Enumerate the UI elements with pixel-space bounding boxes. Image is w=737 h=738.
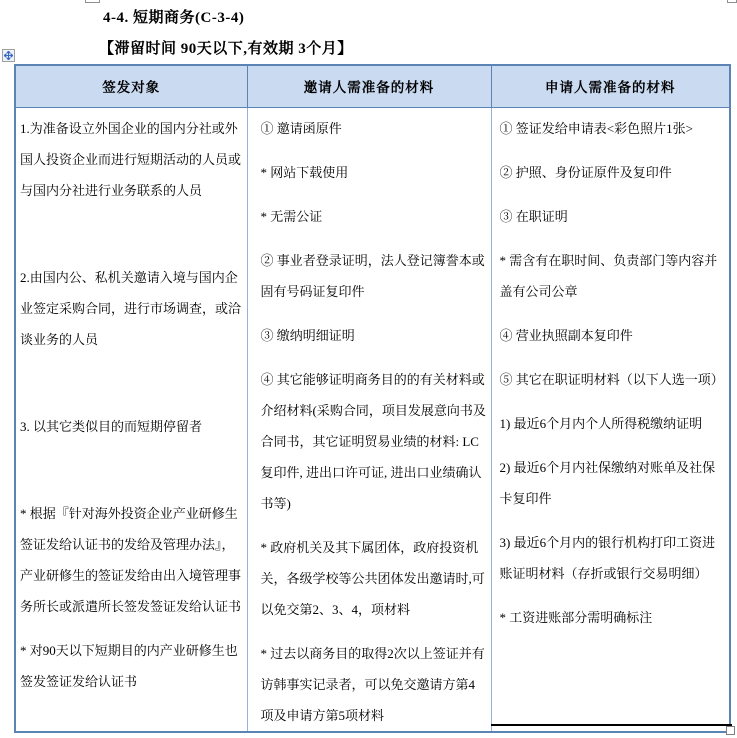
inviter-item: ② 事业者登录证明，法人登记簿誊本或固有号码证复印件 (260, 252, 485, 299)
inviter-item: * 网站下载使用 (260, 164, 349, 180)
cell-inviter-materials (247, 107, 491, 732)
target-item: 2.由国内公、私机关邀请入境与国内企业签定采购合同，进行市场调查，或洽谈业务的人员 (20, 269, 242, 347)
target-item: * 根据『针对海外投资企业产业研修生签证发给认证书的发给及管理办法』，产业研修生的签证发给由出入境管理事务所长或派遣所长签发签证发给认证书 (20, 505, 242, 614)
page-boundary-mark-right (727, 0, 737, 3)
applicant-item: ⑤ 其它在职证明材料（以下人选一项） (499, 371, 724, 387)
visa-requirements-table (14, 64, 731, 733)
page-boundary-mark-left (85, 0, 100, 3)
inviter-item: ③ 缴纳明细证明 (260, 327, 355, 343)
applicant-item: ② 护照、身份证原件及复印件 (499, 164, 672, 180)
applicant-item: ④ 营业执照副本复印件 (499, 327, 633, 343)
move-arrows-icon (4, 47, 13, 65)
page-subtitle: 【滞留时间 90天以下,有效期 3个月】 (99, 41, 353, 57)
table-bottom-black-border (491, 724, 732, 726)
cell-applicant-materials (491, 107, 730, 732)
inviter-item: * 政府机关及其下属团体，政府投资机关，各级学校等公共团体发出邀请时,可以免交第2、3、4，项材料 (260, 539, 485, 617)
applicant-item: ① 签证发给申请表<彩色照片1张> (499, 120, 693, 136)
column-header-target: 签发对象 (15, 65, 247, 107)
applicant-item: ③ 在职证明 (499, 208, 568, 224)
applicant-item: * 工资进账部分需明确标注 (499, 609, 653, 625)
cell-target (15, 107, 247, 732)
body-row (15, 107, 730, 732)
target-item: * 对90天以下短期目的内产业研修生也签发签证发给认证书 (20, 642, 238, 689)
applicant-item: * 需含有在职时间、负责部门等内容并盖有公司公章 (499, 252, 718, 299)
table-move-handle[interactable] (2, 49, 15, 62)
column-header-applicant-materials: 申请人需准备的材料 (491, 65, 730, 107)
applicant-item: 2) 最近6个月内社保缴纳对账单及社保卡复印件 (499, 459, 716, 506)
applicant-item: 3) 最近6个月内的银行机构打印工资进账证明材料（存折或银行交易明细） (499, 534, 716, 581)
inviter-item: ① 邀请函原件 (260, 120, 342, 136)
inviter-item: * 无需公证 (260, 208, 323, 224)
target-item: 1.为准备设立外国企业的国内分社或外国人投资企业而进行短期活动的人员或与国内分社进行业务联系的人员 (20, 120, 242, 198)
table-resize-handle[interactable] (726, 726, 735, 735)
target-item: 3. 以其它类似目的而短期停留者 (20, 418, 203, 434)
column-header-inviter-materials: 邀请人需准备的材料 (247, 65, 491, 107)
header-row (15, 65, 730, 107)
page-title: 4-4. 短期商务(C-3-4) (103, 10, 245, 26)
applicant-item: 1) 最近6个月内个人所得税缴纳证明 (499, 415, 703, 431)
inviter-item: ④ 其它能够证明商务目的的有关材料或介绍材料(采购合同，项目发展意向书及合同书，其它证明贸易业绩的材料: LC复印件, 进出口许可证, 进出口业绩确认书等) (260, 371, 486, 511)
inviter-item: * 过去以商务目的取得2次以上签证并有访韩事实记录者，可以免交邀请方第4项及申请方第5项材料 (260, 645, 485, 723)
